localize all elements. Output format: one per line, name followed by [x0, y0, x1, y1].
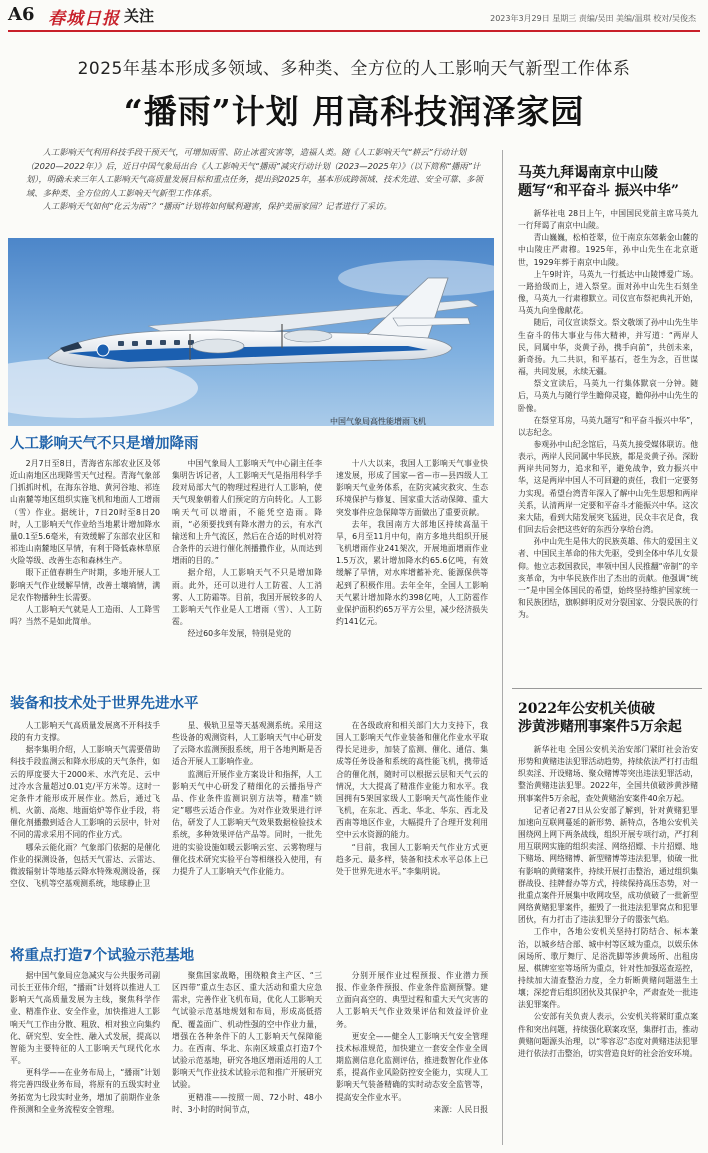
paragraph: 去年，我国南方大部地区持续高温干旱，6月至11月中旬，南方多地共组织开展飞机增雨作业241架次，开展地面增雨作业1.5万次，累计增加降水约65.6亿吨，有效缓解了旱情，对水库增蓄补充、能源保供等起到了积极作用。去年全年，全国人工影响天气累计增加降水约398亿吨，人工防雹作业保护面积约65万平方公里，减少经济损失约141亿元。	[336, 519, 488, 627]
subhead-3: 将重点打造7个试验示范基地	[10, 948, 195, 964]
issue-meta: 2023年3月29日 星期三 责编/吴田 美编/温琪 校对/吴俊杰	[490, 14, 696, 23]
paragraph: 分别开展作业过程预报、作业潜力预报、作业条件预报、作业条件监测预警。建立面向高空的、典型过程和重大天气灾害的人工影响天气作业效果评估和效益评价业务。	[336, 971, 488, 1029]
sidebar-story-2	[518, 744, 698, 1060]
article-column	[172, 720, 322, 878]
kicker-headline: 2025年基本形成多领域、多种类、全方位的人工影响天气新型工作体系	[77, 59, 631, 79]
sidebar-headline-1: 马英九拜谒南京中山陵 题写“和平奋斗 振兴中华”	[518, 165, 679, 199]
column-divider	[502, 150, 503, 1145]
paragraph: 更精准——按照一周、72小时、48小时、3小时的时间节点，	[172, 1092, 322, 1114]
paragraph: 公安部有关负责人表示，公安机关将紧盯重点案件和突出问题，持续强化联案攻坚，集群打击，推动黄赌问题源头治理，以“零容忍”态度对黄赌违法犯罪进行依法打击整治，切实营造良好的社会治安环境。	[518, 1012, 698, 1058]
paragraph: 眼下正值春耕生产时期，多地开展人工影响天气作业缓解旱情，改善土壤墒情，满足农作物播种生长需要。	[10, 568, 160, 602]
paragraph: 据介绍，人工影响天气不只是增加降雨。此外，还可以进行人工防雹、人工消雾、人工防霜等。目前，我国开展较多的人工影响天气作业是人工增雨（雪）、人工防雹。	[172, 568, 322, 627]
paragraph: 监测后开展作业方案设计和指挥，人工影响天气中心研发了精细化的云播指导产品、作业条件监测识别方法等，精准“锁定”哪些云适合作业。为对作业效果进行评估，研发了人工影响天气效果数据检验技术系统，多种效果评估产品等。同时，一批先进的实验设施如暖云影响云室、云雾物理与催化技术研究实验平台等相继投入使用，有力提升了人工影响天气作业能力。	[172, 769, 322, 876]
masthead	[8, 2, 700, 32]
lead-paragraph: 人工影响天气利用科技手段干预天气，可增加雨雪、防止冰雹灾害等，造福人类。随《人工影响天气“耕云”行动计划（2020—2022年）》后，近日中国气象局出台《人工影响天气“播雨”减灾行动计划（2023—2025年）》（以下简称“播雨”计划），明确未来三年人工影响天气高质量发展目标和重点任务，提出到2025年，基本形成跨领域、技术先进、安全可靠、多领域、多种类、全方位的人工影响天气新型工作体系。	[26, 147, 483, 198]
page-number: A6	[8, 4, 35, 25]
paragraph: 新华社电 28日上午，中国国民党前主席马英九一行拜谒了南京中山陵。	[518, 209, 698, 231]
paragraph: 据中国气象局应急减灾与公共服务司副司长王亚伟介绍，“播雨”计划将以推进人工影响天气高质量发展为主线，聚焦科学作业、精准作业、安全作业，加快推进人工影响天气工作由分散、粗放、相对独立向集约化、研究型、安全性、融入式发展，提高以智能为主要特征的人工影响天气现代化水平。	[10, 971, 160, 1066]
article-column	[10, 458, 160, 628]
subhead-2: 装备和技术处于世界先进水平	[10, 696, 199, 712]
paragraph: 在各级政府和相关部门大力支持下，我国人工影响天气作业装备和催化作业水平取得长足进步，加装了监测、催化、通信、集成等任务设备和系统的高性能飞机，携带适合的催化剂，随时可以根据云层和天气云的情况，大大提高了精准作业能力和水平。我国拥有5架国家级人工影响天气高性能作业飞机，在东北、西北、华北、华东、西北及西南等地区作业，大幅提升了合理开发利用空中云水资源的能力。	[336, 721, 488, 840]
paragraph: 青山巍巍，松柏苍翠，位于南京东郊紫金山麓的中山陵庄严肃穆。1925年，孙中山先生在北京逝世，1929年葬于南京中山陵。	[518, 233, 698, 267]
aircraft-photo	[8, 238, 494, 426]
paragraph: 上午9时许，马英九一行抵达中山陵博爱广场。一路拾级而上，进入祭堂。面对孙中山先生石刻坐像，马英九一行肃穆默立。司仪宣布祭祀典礼开始，马英九向坐像献花。	[518, 269, 698, 316]
paragraph: 中国气象局人工影响天气中心副主任李集明告诉记者，人工影响天气是指用科学手段对局部大气的物理过程进行人工影响，使天气现象朝着人们预定的方向转化。人工影响天气可以增雨，不能凭空造雨。降雨，“必须要找到有降水潜力的云，有水汽输送和上升气流区，然后在合适的时机对符合条件的云进行催化剂播撒作业，从而达到增雨的目的。”	[172, 459, 322, 566]
article-column	[336, 720, 488, 878]
newspaper-logo: 春城日报	[48, 9, 120, 29]
photo-caption: 中国气象局高性能增雨飞机	[330, 417, 426, 426]
paragraph: 孙中山先生是伟大的民族英雄、伟大的爱国主义者、中国民主革命的伟大先驱，受到全体中华儿女景仰。他立志救国救民，率领中国人民推翻“帝制”的辛亥革命，为中华民族作出了杰出的贡献。他强调“统一”是中国全体国民的希望，始终坚持维护国家统一和民族团结，旗帜鲜明反对分裂国家、分裂民族的行为。	[518, 537, 698, 620]
source-credit: 来源：人民日报	[433, 1104, 488, 1114]
paragraph: 星、极轨卫星等天基观测系统。采用这些设备的观测资料，人工影响天气中心研发了云降水监测预报系统，用于各地判断是否适合开展人工影响作业。	[172, 721, 322, 767]
section-name: 关注	[124, 7, 155, 25]
paragraph: 工作中，各地公安机关坚持打防结合、标本兼治，以城乡结合部、城中村等区域为重点，以娱乐休闲场所、歌厅舞厅、足浴洗脚等涉黄场所、出租房屋、棋牌室室等场所为重点，针对性加强巡查巡控，持续加大清查整治力度，全力斩断黄赌问题滋生土壤；深挖背后组织团伙及其保护伞，严肃查处一批违法犯罪案件。	[518, 927, 698, 1010]
paragraph: 新华社电 全国公安机关治安部门紧盯社会治安形势和黄赌违法犯罪活动趋势，持续依法严打打击组织卖淫、开设赌场、聚众赌博等突出违法犯罪活动，整治黄赌违法犯罪。2022年，全国共侦破涉黄涉赌刑事案件5万余起，查处黄赌治安案件40余万起。	[518, 745, 698, 803]
sidebar-divider	[512, 688, 702, 689]
paragraph: 在祭堂耳房，马英九题写“和平奋斗振兴中华”，以志纪念。	[518, 415, 698, 437]
article-column	[172, 458, 322, 640]
paragraph: 哪朵云能化雨？气象部门依据的是催化作业的探测设备，包括天气雷达、云雷达、微波辐射计等地基云降水特殊观测设备，探空仪、飞机等空基观测系统，地球静止卫	[10, 842, 160, 889]
paragraph: 更科学——在业务布局上，“播雨”计划将完善四级业务布局，将原有的五级实时业务拓宽为七段实时业务，增加了前期作业条件预测和全业务流程安全管理。	[10, 1068, 160, 1114]
paragraph: 人工影响天气就是人工造雨、人工降雪吗？当然不是如此简单。	[10, 604, 160, 627]
article-column	[10, 970, 160, 1116]
paragraph: 据李集明介绍，人工影响天气需要借助科技手段监测云和降水形成的天气条件，如云的厚度要大于2000米、水汽充足、云中过冷水含量超过0.01克/平方米等。这时一定条件才能形成开展作业。然后，通过飞机、火箭、高炮、地面焰炉等作业手段，将催化剂播撒到适合人工影响的云层中，针对不同的需求采用不同的作业方式。	[10, 745, 160, 840]
article-column	[336, 458, 488, 628]
subhead-1: 人工影响天气不只是增加降雨	[10, 436, 199, 452]
lead-paragraphs	[26, 146, 494, 214]
paragraph: 经过60多年发展，特别是党的	[187, 629, 292, 639]
article-column	[10, 720, 160, 890]
paragraph: “目前，我国人工影响天气作业方式更趋多元、最多样，装备和技术水平总体上已处于世界先进水平。”李集明说。	[336, 842, 488, 876]
paragraph: 祭文宣读后，马英九一行集体默哀一分钟。随后，马英九与随行学生瞻仰灵寝，瞻仰孙中山先生的卧像。	[518, 379, 698, 413]
article-column	[336, 970, 488, 1116]
article-column	[172, 970, 322, 1116]
paragraph: 更安全——健全人工影响天气安全管理技术标准规范，加快建立一套安全作业全周期监测信息化监测评估，推进数智化作业体系，提高作业风险防控安全能力，实现人工影响天气装备精确的实时动态安全监管等，提高安全作业水平。	[336, 1031, 488, 1102]
paragraph: 人工影响天气高质量发展离不开科技手段的有力支撑。	[10, 721, 160, 743]
sidebar-story-1	[518, 208, 698, 621]
paragraph: 参观孙中山纪念馆后，马英九接受媒体联访。他表示，两岸人民同属中华民族，都是炎黄子孙。深盼两岸共同努力，追求和平，避免战争，致力振兴中华，这是两岸中国人不可回避的责任，我们一定要努力实现。希望台湾青年深入了解中山先生思想和两岸关系，认清两岸一定要和平奋斗才能振兴中华。这次来大陆，看到大陆发展突飞猛进，民众丰衣足食，我们回去后会把这些好的东西分享给台湾。	[518, 439, 698, 535]
sidebar-headline-2: 2022年公安机关侦破 涉黄涉赌刑事案件5万余起	[518, 701, 682, 735]
paragraph: 十八大以来，我国人工影响天气事业快速发展，形成了国家—省—市—县四级人工影响天气业务体系，在防灾减灾救灾、生态环境保护与修复、国家重大活动保障、重大突发事件应急保障等方面做出了重要贡献。	[336, 459, 488, 517]
paragraph: 聚焦国家战略，围绕粮食主产区、“三区四带”重点生态区、重大活动和重大应急需求，完善作业飞机布局，优化人工影响天气试验示范基地规划和布局，形成高低搭配、覆盖面广、机动性强的空中作业力量，增强在各种条件下的人工影响天气保障能力。在西南、华北、东南区域重点打造7个试验示范基地，研究各地区增雨适用的人工影响天气作业技术试验示范和推广开展研究试验。	[172, 971, 322, 1090]
lead-paragraph: 人工影响天气如何“化云为雨”？“播雨”计划将如何赋利避害，保护美丽家园？记者进行了采访。	[42, 201, 392, 211]
paragraph: 记者记者27日从公安部了解到，针对黄赌犯罪加速向互联网蔓延的新形势、新特点，各地公安机关围绕网上网下两条战线，组织开展专项行动，严打利用互联网实施的组织卖淫、网络招嫖、卡片招嫖、地下赌场、网络赌博、新型赌博等违法犯罪，侦破一批有影响的黄赌案件，持续开展打击整治，通过组织集群战役、挂牌督办等方式，持续保持高压态势，对一批重点案件开展集中收网攻坚，成功侦破了一批新型网络黄赌犯罪案件，摧毁了一批违法犯罪窝点和犯罪团伙，有力打击了违法犯罪分子的嚣张气焰。	[518, 805, 698, 925]
paragraph: 随后，司仪宣读祭文。祭文敬颂了孙中山先生毕生奋斗的伟大事业与伟大精神，并写道：“两岸人民，同属中华，炎黄子孙，携手向前”，共创未来，新奇扬。九二共识，和平基石，苍生为念，百世谋福，共同发展，永续无疆。	[518, 318, 698, 377]
main-headline: “播雨”计划 用高科技润泽家园	[123, 92, 585, 131]
paragraph: 2月7日至8日，青海省东部农业区及邻近山南地区出现降雪天气过程。青海气象部门抓抓时机，在海东谷地、黄河谷地、祁连山南麓等地区组织实施飞机和地面人工增雨（雪）作业。据统计，7日20时至8日20时，人工影响天气作业给当地累计增加降水量0.1至5.6毫米，有效缓解了东部农业区和祁连山南麓地区旱情，有利于降低森林草原火险等级、改善生态和森林生产。	[10, 459, 160, 566]
